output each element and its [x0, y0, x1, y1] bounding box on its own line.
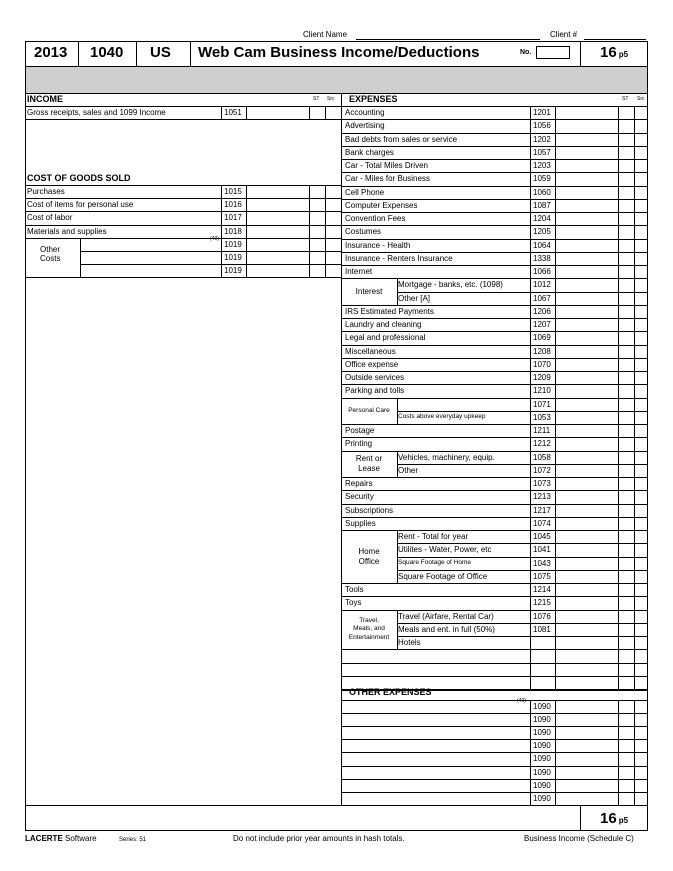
expense-row-label: Toys: [345, 598, 362, 608]
footer-page-suffix: p5: [618, 816, 629, 825]
gray-band-border: [25, 93, 648, 94]
expense-amount-field[interactable]: [555, 504, 618, 517]
form-number: 1040: [90, 44, 124, 61]
expense-row-label: Hotels: [398, 638, 421, 647]
expense-amount-field[interactable]: [555, 530, 618, 543]
expense-amount-field[interactable]: [555, 199, 618, 212]
jurisdiction: US: [150, 44, 171, 61]
expense-row-code: 1205: [533, 227, 551, 237]
expense-amount-field[interactable]: [555, 570, 618, 583]
cogs-row-code: 1016: [224, 200, 242, 210]
tax-year: 2013: [34, 44, 68, 61]
expense-row-code: 1056: [533, 121, 551, 131]
expense-amount-field[interactable]: [555, 676, 618, 689]
other-expense-description[interactable]: [343, 752, 530, 765]
expense-amount-field[interactable]: [555, 451, 618, 464]
column-line: [555, 106, 556, 689]
expense-row-code: 1215: [533, 598, 551, 608]
expense-amount-field[interactable]: [555, 490, 618, 503]
expense-row-label: Travel (Airfare, Rental Car): [398, 611, 494, 621]
other-expense-description[interactable]: [343, 726, 530, 739]
expense-row-label: Square Footage of Home: [398, 558, 471, 566]
expense-row-code: 1045: [533, 532, 551, 541]
column-line: [634, 106, 635, 689]
expense-row-label: Printing: [345, 439, 373, 449]
expense-row-label: Costumes: [345, 227, 382, 237]
other-cost-description[interactable]: [80, 235, 221, 251]
other-expense-code: 1090: [533, 702, 551, 711]
client-number-label: Client #: [550, 30, 578, 39]
expense-row-code: 1208: [533, 346, 551, 356]
column-line: [309, 106, 310, 119]
header-divider: [190, 41, 191, 66]
expense-amount-field[interactable]: [555, 437, 618, 450]
other-expense-code: 1090: [533, 780, 551, 790]
footer-brand: [25, 835, 97, 843]
expense-row-label: Repairs: [345, 479, 373, 488]
other-expense-code: 1090: [533, 728, 551, 738]
expense-row-label: Tools: [345, 585, 364, 594]
expense-group-label: Personal Care: [348, 406, 390, 414]
expense-row-code: 1012: [533, 280, 551, 290]
expense-row-code: 1067: [533, 293, 551, 303]
header-divider: [78, 41, 79, 66]
other-expense-amount[interactable]: [555, 766, 618, 779]
expense-row-code: 1212: [533, 439, 551, 449]
cogs-amount-field[interactable]: [246, 185, 309, 198]
column-line: [80, 238, 81, 278]
expense-row-code: 1060: [533, 187, 551, 197]
expense-amount-field[interactable]: [555, 146, 618, 159]
expense-row-label: Meals and ent. in full (50%): [398, 624, 495, 634]
expense-group-label: Rent or: [355, 453, 383, 463]
expense-group-label: Interest: [355, 286, 383, 296]
expense-row-code: 1204: [533, 214, 551, 223]
expense-amount-field[interactable]: [555, 265, 618, 278]
expense-row-label: Bad debts from sales or service: [345, 134, 458, 144]
expense-amount-field[interactable]: [555, 636, 618, 649]
other-cost-description[interactable]: [80, 264, 221, 277]
expense-row-code: 1201: [533, 108, 551, 117]
footer-page-divider: [580, 805, 581, 831]
cogs-row-code: 1015: [224, 187, 242, 196]
expense-row-code: 1059: [533, 174, 551, 184]
expenses-title: EXPENSES: [349, 94, 398, 104]
other-cost-code: 1019: [224, 266, 242, 276]
column-line: [555, 700, 556, 805]
other-expense-description[interactable]: [343, 713, 530, 726]
income-row-code: 1051: [224, 108, 242, 117]
income-row-label: Gross receipts, sales and 1099 Income: [27, 108, 166, 117]
other-costs-note: (40): [210, 235, 219, 242]
column-line: [618, 106, 619, 689]
expense-row-label: Rent - Total for year: [398, 532, 469, 541]
expense-row-label: Convention Fees: [345, 214, 406, 223]
expense-row-label: Parking and tolls: [345, 386, 405, 396]
expense-row-code: 1087: [533, 200, 551, 210]
expense-row-label: Insurance - Health: [345, 240, 411, 250]
expense-amount-field[interactable]: [555, 411, 618, 424]
other-expense-amount[interactable]: [555, 752, 618, 765]
expense-amount-field[interactable]: [555, 649, 618, 662]
column-line: [325, 185, 326, 277]
expense-group-label: Meals, and: [353, 625, 385, 633]
cogs-amount-field[interactable]: [246, 198, 309, 211]
header-divider: [136, 41, 137, 66]
expense-amount-field[interactable]: [555, 239, 618, 252]
footer-page-value: 16: [600, 810, 617, 827]
expense-group-label: Travel,: [359, 616, 379, 624]
other-expense-description[interactable]: [343, 779, 530, 792]
expense-row-code: 1076: [533, 611, 551, 621]
expense-amount-field[interactable]: [555, 583, 618, 596]
expense-amount-field[interactable]: [555, 225, 618, 238]
column-line: [634, 700, 635, 805]
other-cost-code: 1019: [224, 253, 242, 262]
column-line: [618, 700, 619, 805]
income-st-label: ST: [313, 96, 320, 102]
other-expense-amount[interactable]: [555, 726, 618, 739]
expense-row-label: Insurance - Renters Insurance: [345, 253, 453, 263]
expense-row-code: 1211: [533, 426, 551, 435]
expense-row-label: Mortgage - banks, etc. (1098): [398, 280, 503, 290]
expense-amount-field[interactable]: [555, 371, 618, 384]
gross-receipts-amount[interactable]: [246, 106, 309, 119]
expense-row-label: Vehicles, machinery, equip.: [398, 452, 495, 462]
brand-name: LACERTE: [25, 834, 63, 843]
expense-amount-field[interactable]: [555, 305, 618, 318]
group-divider: [397, 610, 398, 650]
other-expense-amount[interactable]: [555, 779, 618, 792]
expense-group-label: Lease: [358, 463, 380, 473]
expense-row-label: Accounting: [345, 108, 385, 117]
expense-row-code: 1066: [533, 267, 551, 276]
client-name-label: Client Name: [303, 30, 348, 39]
cogs-row-label: Purchases: [27, 187, 65, 196]
expense-row-code: 1053: [533, 412, 551, 422]
other-expenses-note: (40): [517, 698, 526, 704]
expense-row-code: 1064: [533, 240, 551, 250]
expense-row-label: Computer Expenses: [345, 200, 418, 210]
expense-row-code: 1043: [533, 558, 551, 568]
other-costs-label: Other: [40, 244, 61, 254]
expense-amount-field[interactable]: [555, 557, 618, 570]
other-expense-description[interactable]: [343, 700, 530, 713]
expense-row-code: 1202: [533, 134, 551, 144]
page-suffix: p5: [618, 50, 629, 59]
other-expense-code: 1090: [533, 754, 551, 764]
expense-row-code: 1207: [533, 320, 551, 329]
other-expense-description[interactable]: [343, 792, 530, 805]
other-expense-amount[interactable]: [555, 792, 618, 805]
expense-amount-field[interactable]: [555, 345, 618, 358]
other-expense-amount[interactable]: [555, 713, 618, 726]
expenses-st-label: ST: [622, 96, 629, 102]
expense-row-label: Internet: [345, 267, 373, 276]
expense-row-code: 1203: [533, 161, 551, 170]
gray-band: [26, 67, 647, 93]
expense-amount-field[interactable]: [555, 106, 618, 119]
expense-amount-field[interactable]: [555, 119, 618, 132]
header-page-number: [600, 45, 628, 60]
cogs-row-code: 1018: [224, 226, 242, 236]
expense-row-label: Laundry and cleaning: [345, 320, 422, 329]
expense-row-code: 1071: [533, 399, 551, 409]
expense-row-code: 1209: [533, 373, 551, 382]
expense-row-label: Other: [398, 465, 419, 475]
brand-suffix: Software: [65, 834, 97, 843]
expense-row-code: 1081: [533, 624, 551, 634]
expense-row-code: 1214: [533, 585, 551, 594]
expense-amount-field[interactable]: [555, 133, 618, 146]
expenses-src-label: Src: [637, 96, 645, 102]
expense-row-code: 1217: [533, 505, 551, 515]
expense-row-code: 1213: [533, 492, 551, 502]
column-line: [309, 185, 310, 277]
expense-amount-field[interactable]: [555, 596, 618, 609]
income-title: INCOME: [27, 94, 63, 104]
other-expense-code: 1090: [533, 793, 551, 803]
expense-row-code: 1069: [533, 333, 551, 343]
other-expense-amount[interactable]: [555, 739, 618, 752]
group-divider: [397, 398, 398, 425]
expense-amount-field[interactable]: [555, 464, 618, 477]
expense-row-label: IRS Estimated Payments: [345, 306, 434, 316]
other-expense-code: 1090: [533, 767, 551, 777]
group-divider: [397, 530, 398, 583]
bottom-border: [25, 805, 648, 806]
group-divider: [397, 451, 398, 478]
expense-group-label: Office: [358, 556, 380, 566]
group-divider: [397, 278, 398, 305]
expense-amount-field[interactable]: [555, 517, 618, 530]
expense-row-code: 1057: [533, 147, 551, 157]
expense-amount-field[interactable]: [555, 384, 618, 397]
footer-section: Business Income (Schedule C): [524, 834, 634, 843]
other-cost-code: 1019: [224, 239, 242, 249]
header-divider: [580, 41, 581, 66]
cogs-row-label: Materials and supplies: [27, 226, 107, 236]
expense-row-label: Car - Total Miles Driven: [345, 161, 428, 170]
expense-row-code: 1206: [533, 306, 551, 316]
expense-row-label: Car - Miles for Business: [345, 174, 430, 184]
other-expense-code: 1090: [533, 715, 551, 725]
expense-row-code: 1075: [533, 571, 551, 581]
no-label: No.: [520, 49, 532, 56]
expense-row-code: 1058: [533, 452, 551, 462]
expense-row-label: Utilites - Water, Power, etc: [398, 545, 492, 555]
other-expense-description[interactable]: [343, 739, 530, 752]
page-number-value: 16: [600, 44, 617, 61]
expense-row-label: Subscriptions: [345, 505, 394, 515]
other-expense-amount[interactable]: [555, 700, 618, 713]
cogs-amount-field[interactable]: [246, 211, 309, 224]
expense-group-label: Entertainment: [348, 633, 390, 641]
expense-row-label: Advertising: [345, 121, 385, 131]
expense-row-code: 1041: [533, 545, 551, 555]
cogs-row-label: Cost of items for personal use: [27, 200, 134, 210]
other-cost-amount[interactable]: [246, 251, 309, 264]
cogs-row-label: Cost of labor: [27, 213, 73, 223]
row-line: [25, 119, 341, 120]
other-cost-amount[interactable]: [246, 238, 309, 251]
column-line: [221, 106, 222, 119]
cogs-row-code: 1017: [224, 213, 242, 223]
expense-amount-field[interactable]: [555, 212, 618, 225]
expense-row-label: Square Footage of Office: [398, 571, 488, 581]
column-line: [530, 106, 531, 689]
expense-amount-field[interactable]: [555, 358, 618, 371]
expense-amount-field[interactable]: [555, 477, 618, 490]
expense-row-label: Outside services: [345, 373, 405, 382]
expense-row-label: Security: [345, 492, 374, 502]
expense-group-label: Home: [358, 546, 380, 556]
expense-row-code: 1070: [533, 359, 551, 369]
expense-row-label: Costs above everyday upkeep: [398, 412, 486, 420]
expense-row-label: Bank charges: [345, 147, 394, 157]
expense-amount-field[interactable]: [555, 623, 618, 636]
client-number-field[interactable]: [584, 39, 646, 40]
expense-row-code: 1338: [533, 253, 551, 263]
cogs-amount-field[interactable]: [246, 225, 309, 238]
section-divider: [341, 93, 342, 805]
expense-row-code: 1210: [533, 386, 551, 396]
expense-row-code: 1072: [533, 465, 551, 475]
client-name-field[interactable]: [356, 39, 540, 40]
expense-amount-field[interactable]: [555, 318, 618, 331]
expense-amount-field[interactable]: [555, 252, 618, 265]
expense-row-label: Supplies: [345, 518, 376, 528]
footer-notice: Do not include prior year amounts in hash totals.: [233, 834, 405, 843]
income-src-label: Src: [327, 96, 335, 102]
expense-row-label: Miscellaneous: [345, 346, 396, 356]
other-cost-description[interactable]: [80, 251, 221, 264]
expense-amount-field[interactable]: [555, 663, 618, 676]
expense-amount-field[interactable]: [555, 278, 618, 291]
other-cost-amount[interactable]: [246, 264, 309, 277]
expense-amount-field[interactable]: [555, 172, 618, 185]
other-costs-label: Costs: [40, 253, 61, 263]
column-line: [246, 106, 247, 119]
expense-amount-field[interactable]: [555, 398, 618, 411]
form-title: Web Cam Business Income/Deductions: [198, 44, 480, 61]
other-expenses-title: OTHER EXPENSES: [349, 687, 432, 697]
expense-amount-field[interactable]: [555, 424, 618, 437]
expense-row-label: Cell Phone: [345, 187, 385, 197]
expense-row-label: Postage: [345, 426, 375, 435]
other-expense-code: 1090: [533, 741, 551, 751]
expense-amount-field[interactable]: [555, 543, 618, 556]
series-label: Series: 51: [119, 837, 147, 843]
column-line: [221, 185, 222, 277]
column-line: [325, 106, 326, 119]
other-expense-description[interactable]: [343, 766, 530, 779]
expense-amount-field[interactable]: [555, 159, 618, 172]
expense-row-code: 1073: [533, 479, 551, 488]
expense-amount-field[interactable]: [555, 331, 618, 344]
expense-row-label: Other [A]: [398, 293, 431, 303]
expense-row-label: Legal and professional: [345, 333, 426, 343]
expense-row-code: 1074: [533, 518, 551, 528]
row-line: [25, 277, 341, 278]
no-input[interactable]: [536, 46, 570, 59]
expense-row-label: Office expense: [345, 359, 399, 369]
footer-page-number: [600, 811, 628, 826]
expense-amount-field[interactable]: [555, 292, 618, 305]
expense-amount-field[interactable]: [555, 610, 618, 623]
column-line: [530, 700, 531, 805]
column-line: [246, 185, 247, 277]
expense-amount-field[interactable]: [555, 186, 618, 199]
cogs-title: COST OF GOODS SOLD: [27, 173, 131, 183]
